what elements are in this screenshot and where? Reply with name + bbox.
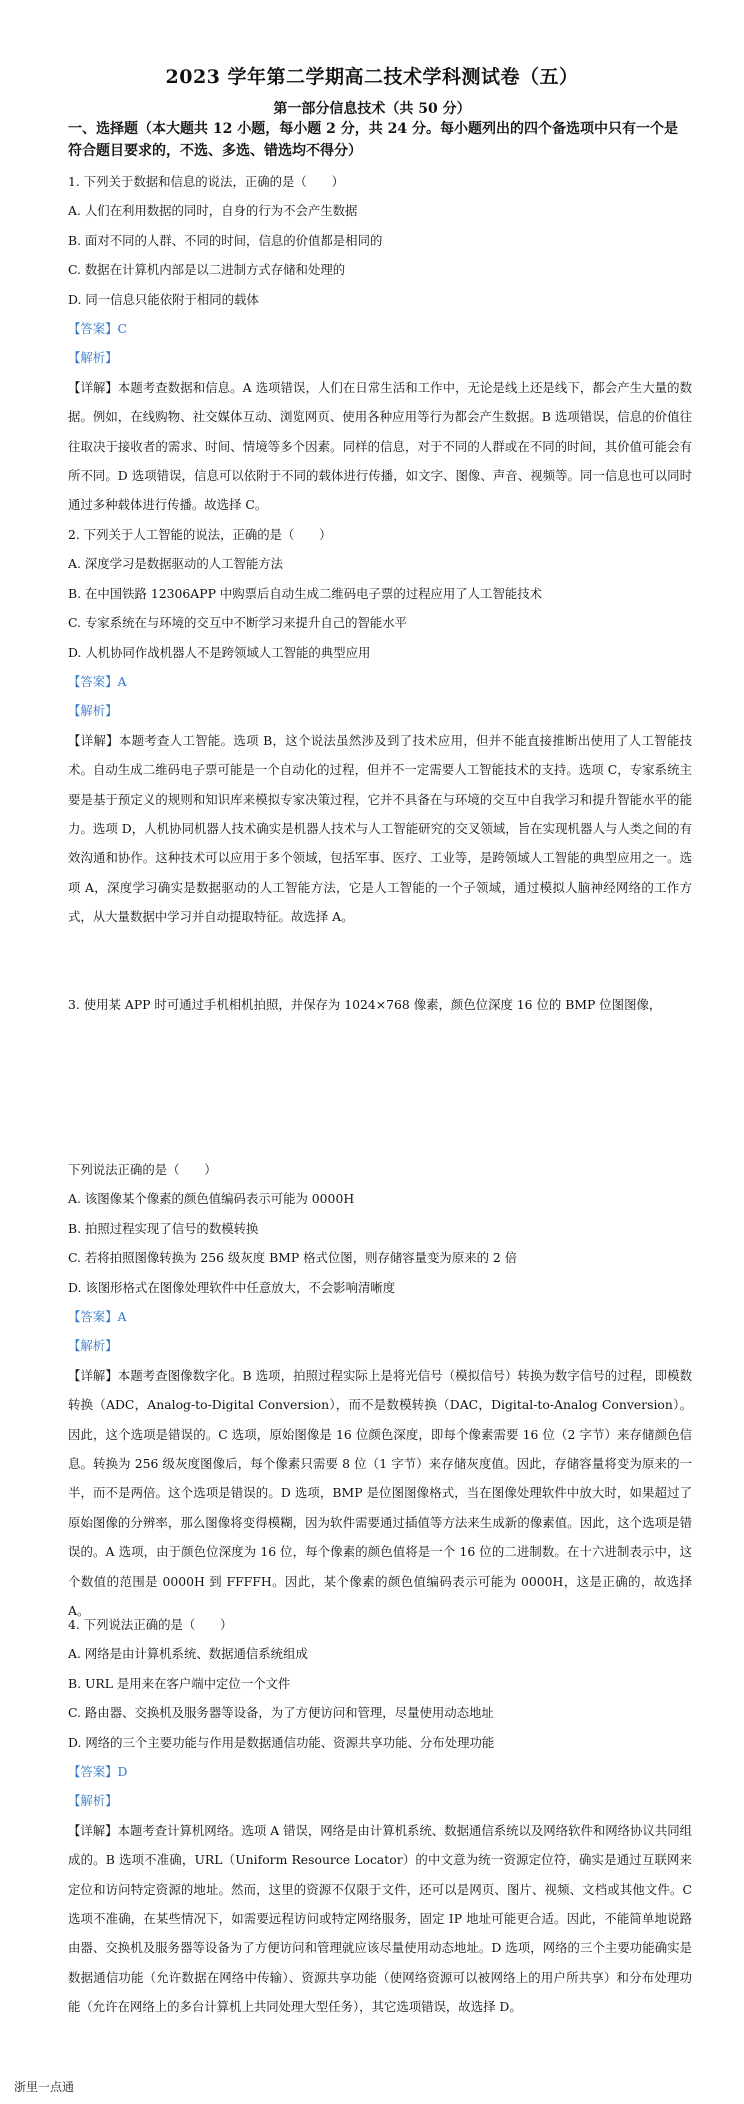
section-heading: 一、选择题（本大题共 12 小题，每小题 2 分，共 24 分。每小题列出的四个备选项中只有一个是符合题目要求的，不选、多选、错选均不得分） bbox=[68, 121, 678, 159]
question-3 bbox=[68, 1155, 692, 1626]
option-c: C. 路由器、交换机及服务器等设备，为了方便访问和管理，尽量使用动态地址 bbox=[68, 1705, 494, 1721]
option-b: B. 拍照过程实现了信号的数模转换 bbox=[68, 1220, 259, 1236]
footer-watermark: 浙里一点通 bbox=[14, 2080, 75, 2094]
option-d: D. 同一信息只能依附于相同的载体 bbox=[68, 291, 259, 307]
detail-text: 【详解】本题考查人工智能。选项 B，这个说法虽然涉及到了技术应用，但并不能直接推断出使用了人工智能技术。自动生成二维码电子票可能是一个自动化的过程，但并不一定需要人工智能技术的支持。选项 C，专家系统主要是基于预定义的规则和知识库来模拟专家决策过程，它并不具备在与环境的交互中自我学习和提升智能水平的能力。选项 D，人机协同机器人技术确实是机器人技术与人工智能研究的交叉领域，旨在实现机器人与人类之间的有效沟通和协作。这种技术可以应用于多个领域，包括军事、医疗、工业等，是跨领域人工智能的典型应用之一。选项 A，深度学习确实是数据驱动的人工智能方法，它是人工智能的一个子领域，通过模拟人脑神经网络的工作方式，从大量数据中学习并自动提取特征。故选择 A。 bbox=[68, 732, 692, 925]
question-stem: 1. 下列关于数据和信息的说法，正确的是（ ） bbox=[68, 174, 344, 189]
option-b: B. 在中国铁路 12306APP 中购票后自动生成二维码电子票的过程应用了人工智能技术 bbox=[68, 585, 543, 601]
answer-label: 【答案】A bbox=[68, 1309, 127, 1325]
option-a: A. 深度学习是数据驱动的人工智能方法 bbox=[68, 556, 284, 572]
detail-text: 【详解】本题考查图像数字化。B 选项，拍照过程实际上是将光信号（模拟信号）转换为数字信号的过程，即模数转换（ADC，Analog-to-Digital Conversion），而不是数模转换（DAC，Digital-to-Analog Conversion）。因此，这个选项是错误的。C 选项，原始图像是 16 位颜色深度，即每个像素需要 16 位（2 字节）来存储颜色信息。转换为 256 级灰度图像后，每个像素只需要 8 位（1 字节）来存储灰度值。因此，存储容量将变为原来的一半，而不是两倍。这个选项是错误的。D 选项，BMP 是位图图像格式，当在图像处理软件中放大时，如果超过了原始图像的分辨率，那么图像将变得模糊，因为软件需要通过插值等方法来生成新的像素值。因此，这个选项是错误的。A 选项，由于颜色位深度为 16 位，每个像素的颜色值将是一个 16 位的二进制数。在十六进制表示中，这个数值的范围是 0000H 到 FFFFH。因此，某个像素的颜色值编码表示可能为 0000H，这是正确的，故选择 A。 bbox=[68, 1367, 692, 1619]
analysis-label: 【解析】 bbox=[68, 350, 118, 366]
option-b: B. 面对不同的人群、不同的时间，信息的价值都是相同的 bbox=[68, 232, 383, 248]
option-d: D. 该图形格式在图像处理软件中任意放大，不会影响清晰度 bbox=[68, 1279, 396, 1295]
option-b: B. URL 是用来在客户端中定位一个文件 bbox=[68, 1675, 291, 1691]
analysis-label: 【解析】 bbox=[68, 703, 118, 719]
detail-text: 【详解】本题考查数据和信息。A 选项错误，人们在日常生活和工作中，无论是线上还是线下，都会产生大量的数据。例如，在线购物、社交媒体互动、浏览网页、使用各种应用等行为都会产生数据。B 选项错误，信息的价值往往取决于接收者的需求、时间、情境等多个因素。同样的信息，对于不同的人群或在不同的时间，其价值可能会有所不同。D 选项错误，信息可以依附于不同的载体进行传播，如文字、图像、声音、视频等。同一信息也可以同时通过多种载体进行传播。故选择 C。 bbox=[68, 379, 692, 513]
question-2 bbox=[68, 520, 692, 932]
option-a: A. 该图像某个像素的颜色值编码表示可能为 0000H bbox=[68, 1191, 355, 1207]
part-subtitle: 第一部分信息技术（共 50 分） bbox=[273, 101, 471, 117]
analysis-label: 【解析】 bbox=[68, 1338, 118, 1354]
answer-label: 【答案】A bbox=[68, 674, 127, 690]
option-c: C. 若将拍照图像转换为 256 级灰度 BMP 格式位图，则存储容量变为原来的 2 倍 bbox=[68, 1250, 518, 1266]
question-stem: 3. 使用某 APP 时可通过手机相机拍照，并保存为 1024×768 像素，颜色位深度 16 位的 BMP 位图图像， bbox=[68, 997, 662, 1012]
option-a: A. 人们在利用数据的同时，自身的行为不会产生数据 bbox=[68, 203, 358, 219]
option-d: D. 网络的三个主要功能与作用是数据通信功能、资源共享功能、分布处理功能 bbox=[68, 1734, 495, 1750]
question-1 bbox=[68, 167, 692, 520]
question-3-stem bbox=[68, 990, 692, 1019]
question-4 bbox=[68, 1610, 692, 2022]
option-c: C. 专家系统在与环境的交互中不断学习来提升自己的智能水平 bbox=[68, 615, 408, 631]
option-d: D. 人机协同作战机器人不是跨领域人工智能的典型应用 bbox=[68, 644, 371, 660]
option-c: C. 数据在计算机内部是以二进制方式存储和处理的 bbox=[68, 262, 346, 278]
analysis-label: 【解析】 bbox=[68, 1793, 118, 1809]
option-a: A. 网络是由计算机系统、数据通信系统组成 bbox=[68, 1646, 308, 1662]
answer-label: 【答案】D bbox=[68, 1764, 128, 1780]
question-stem: 2. 下列关于人工智能的说法，正确的是（ ） bbox=[68, 527, 332, 542]
question-stem: 4. 下列说法正确的是（ ） bbox=[68, 1617, 233, 1632]
detail-text: 【详解】本题考查计算机网络。选项 A 错误，网络是由计算机系统、数据通信系统以及网络软件和网络协议共同组成的。B 选项不准确，URL（Uniform Resource Locator）的中文意为统一资源定位符，确实是通过互联网来定位和访问特定资源的地址。然而，这里的资源不仅限于文件，还可以是网页、图片、视频、文档或其他文件。C 选项不准确，在某些情况下，如需要远程访问或特定网络服务，固定 IP 地址可能更合适。因此，不能简单地说路由器、交换机及服务器等设备为了方便访问和管理就应该尽量使用动态地址。D 选项，网络的三个主要功能确实是数据通信功能（允许数据在网络中传输）、资源共享功能（使网络资源可以被网络上的用户所共享）和分布处理功能（允许在网络上的多台计算机上共同处理大型任务），其它选项错误，故选择 D。 bbox=[68, 1822, 692, 2015]
question-stem-cont: 下列说法正确的是（ ） bbox=[68, 1162, 217, 1177]
answer-label: 【答案】C bbox=[68, 321, 128, 337]
page-title: 2023 学年第二学期高二技术学科测试卷（五） bbox=[165, 66, 579, 88]
